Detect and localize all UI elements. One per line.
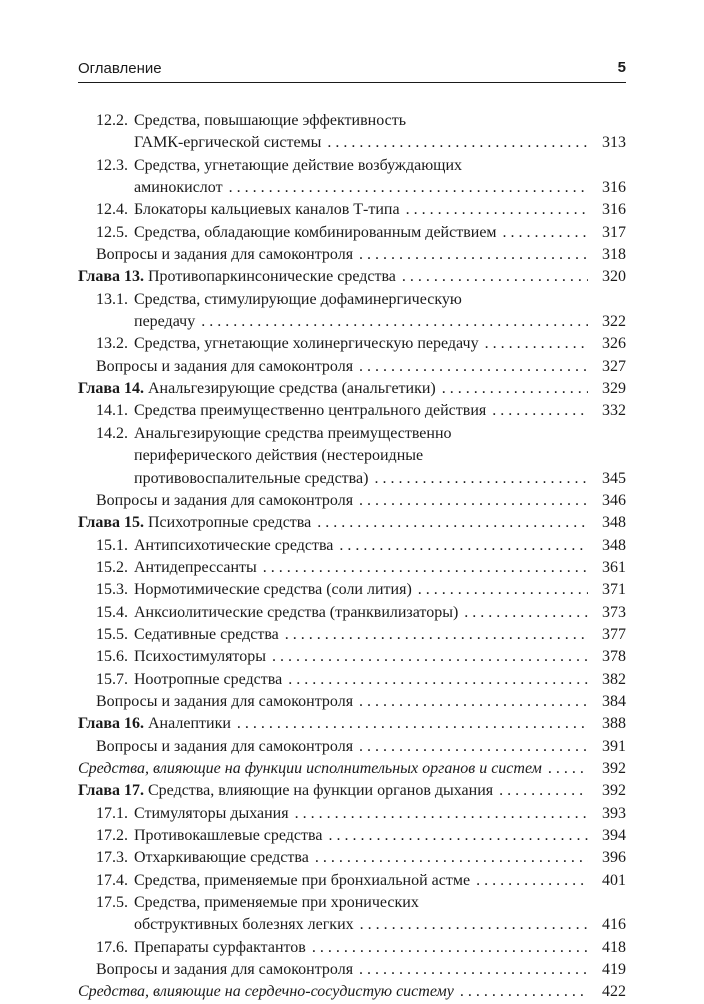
- entry-page: 318: [602, 246, 626, 264]
- entry-title: Глава 17. Средства, влияющие на функции органов дыхания: [78, 782, 494, 800]
- entry-page: 394: [602, 827, 626, 844]
- toc-entry: [78, 244, 626, 266]
- dot-leader: [312, 937, 588, 959]
- dot-leader: [418, 579, 588, 601]
- entry-title: Вопросы и задания для самоконтроля: [96, 737, 354, 755]
- toc-line: [78, 311, 626, 333]
- dot-leader: [263, 557, 588, 579]
- dot-leader: [499, 780, 588, 802]
- entry-page: 327: [602, 357, 626, 375]
- toc-line: [78, 110, 626, 132]
- entry-title: Средства, обладающие комбинированным действием: [134, 223, 497, 241]
- entry-page: 392: [602, 782, 626, 800]
- entry-page: 320: [602, 268, 626, 286]
- section-number: 15.5.: [96, 625, 128, 643]
- entry-page: 322: [602, 313, 626, 331]
- dot-leader: [295, 803, 588, 825]
- entry-title: обструктивных болезнях легких: [134, 916, 354, 934]
- entry-title: Психостимуляторы: [134, 648, 266, 666]
- entry-title: Антипсихотические средства: [134, 536, 334, 554]
- toc-line: [78, 825, 626, 847]
- dot-leader: [315, 847, 588, 869]
- toc-line: [78, 244, 626, 266]
- toc-line: [78, 490, 626, 512]
- toc-entry: [78, 981, 626, 1003]
- entry-title: передачу: [134, 313, 196, 331]
- dot-leader: [285, 624, 588, 646]
- section-number: 17.3.: [96, 849, 128, 867]
- dot-leader: [288, 669, 588, 691]
- dot-leader: [272, 646, 588, 668]
- toc-entry: [78, 222, 626, 244]
- toc-line: [78, 914, 626, 936]
- toc-line: [78, 602, 626, 624]
- toc-line: [78, 445, 626, 467]
- section-number: 15.2.: [96, 558, 128, 576]
- entry-title: Средства, угнетающие действие возбуждающих: [134, 156, 463, 174]
- entry-title: Вопросы и задания для самоконтроля: [96, 961, 354, 979]
- chapter-label: Глава 13.: [78, 268, 144, 286]
- running-header: [78, 56, 626, 83]
- section-number: 13.1.: [96, 290, 128, 308]
- entry-page: 388: [602, 715, 626, 733]
- section-number: 17.2.: [96, 827, 128, 844]
- toc-entry: [78, 579, 626, 601]
- toc-entry: [78, 646, 626, 668]
- dot-leader: [327, 132, 588, 154]
- entry-page: 393: [602, 804, 626, 822]
- entry-title: Глава 13. Противопаркинсонические средства: [78, 268, 396, 286]
- toc-line: [78, 423, 626, 445]
- toc-entry: [78, 624, 626, 646]
- entry-page: 391: [602, 737, 626, 755]
- toc-entry: [78, 847, 626, 869]
- entry-title: Анксиолитические средства (транквилизаторы): [134, 603, 459, 621]
- toc-entry: [78, 937, 626, 959]
- entry-title: противовоспалительные средства): [134, 469, 369, 487]
- entry-page: 348: [602, 536, 626, 554]
- toc-line: [78, 512, 626, 534]
- entry-title: Глава 15. Психотропные средства: [78, 514, 312, 532]
- toc-entry: [78, 736, 626, 758]
- entry-page: 332: [602, 402, 626, 420]
- toc-entry: [78, 669, 626, 691]
- entry-title: Вопросы и задания для самоконтроля: [96, 491, 354, 509]
- toc-entry: [78, 512, 626, 534]
- section-number: 14.1.: [96, 402, 128, 420]
- toc-entry: [78, 490, 626, 512]
- toc-line: [78, 222, 626, 244]
- toc-entry: [78, 803, 626, 825]
- dot-leader: [485, 333, 588, 355]
- section-number: 15.3.: [96, 581, 128, 599]
- entry-page: 345: [602, 469, 626, 487]
- entry-page: 329: [602, 380, 626, 398]
- toc-entry: [78, 356, 626, 378]
- dot-leader: [503, 222, 588, 244]
- toc-line: [78, 266, 626, 288]
- toc-entry: [78, 691, 626, 713]
- dot-leader: [229, 177, 588, 199]
- page-number: 5: [617, 59, 626, 76]
- entry-page: 378: [602, 648, 626, 666]
- entry-page: 416: [602, 916, 626, 934]
- entry-title: Средства преимущественно центрального действия: [134, 402, 487, 420]
- entry-title: Средства, влияющие на функции исполнительных органов и систем: [78, 759, 542, 777]
- toc-line: [78, 736, 626, 758]
- dot-leader: [359, 356, 588, 378]
- entry-page: 422: [602, 983, 626, 1001]
- entry-page: 382: [602, 670, 626, 688]
- section-number: 14.2.: [96, 424, 128, 442]
- entry-title: Вопросы и задания для самоконтроля: [96, 246, 354, 264]
- toc-line: [78, 870, 626, 892]
- toc-line: [78, 333, 626, 355]
- entry-title: Анальгезирующие средства преимущественно: [134, 424, 452, 442]
- dot-leader: [464, 602, 588, 624]
- chapter-label: Глава 15.: [78, 514, 144, 532]
- dot-leader: [402, 266, 588, 288]
- toc-line: [78, 468, 626, 490]
- toc-line: [78, 199, 626, 221]
- entry-page: 396: [602, 849, 626, 867]
- section-number: 15.6.: [96, 648, 128, 666]
- table-of-contents: [78, 110, 626, 1004]
- toc-entry: [78, 713, 626, 735]
- section-number: 13.2.: [96, 335, 128, 353]
- dot-leader: [359, 736, 588, 758]
- entry-title: Противокашлевые средства: [134, 827, 323, 844]
- toc-entry: [78, 557, 626, 579]
- section-number: 15.4.: [96, 603, 128, 621]
- dot-leader: [406, 199, 588, 221]
- toc-line: [78, 557, 626, 579]
- toc-line: [78, 579, 626, 601]
- toc-line: [78, 669, 626, 691]
- entry-page: 316: [602, 179, 626, 197]
- entry-page: 419: [602, 961, 626, 979]
- entry-page: 384: [602, 692, 626, 710]
- toc-entry: [78, 400, 626, 422]
- dot-leader: [442, 378, 588, 400]
- dot-leader: [237, 713, 588, 735]
- toc-line: [78, 155, 626, 177]
- section-number: 12.5.: [96, 223, 128, 241]
- dot-leader: [360, 914, 588, 936]
- entry-page: 373: [602, 603, 626, 621]
- toc-line: [78, 937, 626, 959]
- entry-page: 348: [602, 514, 626, 532]
- toc-line: [78, 356, 626, 378]
- dot-leader: [359, 490, 588, 512]
- toc-entry: [78, 333, 626, 355]
- entry-page: 371: [602, 581, 626, 599]
- toc-line: [78, 981, 626, 1003]
- section-number: 17.4.: [96, 871, 128, 889]
- section-number: 12.2.: [96, 112, 128, 129]
- entry-title: Препараты сурфактантов: [134, 938, 306, 956]
- toc-line: [78, 378, 626, 400]
- entry-title: Средства, применяемые при бронхиальной астме: [134, 871, 471, 889]
- entry-title: Ноотропные средства: [134, 670, 283, 688]
- dot-leader: [317, 512, 588, 534]
- section-number: 17.5.: [96, 894, 128, 912]
- toc-line: [78, 803, 626, 825]
- toc-entry: [78, 535, 626, 557]
- entry-title: Глава 14. Анальгезирующие средства (анальгетики): [78, 380, 436, 398]
- chapter-label: Глава 14.: [78, 380, 144, 398]
- toc-line: [78, 959, 626, 981]
- toc-entry: [78, 378, 626, 400]
- chapter-label: Глава 17.: [78, 782, 144, 800]
- entry-title: Глава 16. Аналептики: [78, 715, 231, 733]
- entry-page: 392: [602, 759, 626, 777]
- entry-title: ГАМК-ергической системы: [134, 134, 322, 152]
- header-title: Оглавление: [78, 60, 162, 77]
- entry-title: Блокаторы кальциевых каналов Т-типа: [134, 201, 400, 219]
- toc-line: [78, 646, 626, 668]
- section-number: 17.1.: [96, 804, 128, 822]
- entry-page: 346: [602, 491, 626, 509]
- entry-title: Вопросы и задания для самоконтроля: [96, 692, 354, 710]
- toc-entry: [78, 870, 626, 892]
- toc-line: [78, 780, 626, 802]
- entry-page: 377: [602, 625, 626, 643]
- toc-entry: [78, 423, 626, 490]
- dot-leader: [359, 244, 588, 266]
- entry-title: Средства, влияющие на сердечно-сосудистую систему: [78, 983, 454, 1001]
- entry-title: Стимуляторы дыхания: [134, 804, 289, 822]
- dot-leader: [476, 870, 588, 892]
- entry-page: 313: [602, 134, 626, 152]
- toc-line: [78, 713, 626, 735]
- dot-leader: [339, 535, 588, 557]
- toc-line: [78, 847, 626, 869]
- entry-title: периферического действия (нестероидные: [134, 447, 424, 465]
- chapter-label: Глава 16.: [78, 715, 144, 733]
- toc-entry: [78, 959, 626, 981]
- entry-page: 401: [602, 871, 626, 889]
- section-number: 15.1.: [96, 536, 128, 554]
- toc-entry: [78, 155, 626, 200]
- dot-leader: [328, 825, 588, 847]
- section-number: 15.7.: [96, 670, 128, 688]
- dot-leader: [460, 981, 588, 1003]
- toc-entry: [78, 602, 626, 624]
- entry-page: 326: [602, 335, 626, 353]
- toc-entry: [78, 825, 626, 847]
- toc-line: [78, 400, 626, 422]
- dot-leader: [374, 468, 588, 490]
- entry-title: Вопросы и задания для самоконтроля: [96, 357, 354, 375]
- dot-leader: [201, 311, 588, 333]
- dot-leader: [548, 758, 588, 780]
- toc-entry: [78, 110, 626, 155]
- toc-entry: [78, 780, 626, 802]
- entry-title: Средства, применяемые при хронических: [134, 894, 419, 912]
- section-number: 12.3.: [96, 156, 128, 174]
- toc-entry: [78, 266, 626, 288]
- toc-entry: [78, 758, 626, 780]
- entry-title: Седативные средства: [134, 625, 279, 643]
- dot-leader: [359, 959, 588, 981]
- entry-title: Средства, стимулирующие дофаминергическую: [134, 290, 462, 308]
- toc-line: [78, 132, 626, 154]
- toc-line: [78, 758, 626, 780]
- toc-line: [78, 289, 626, 311]
- entry-title: Средства, повышающие эффективность: [134, 112, 407, 129]
- entry-title: Антидепрессанты: [134, 558, 257, 576]
- entry-page: 361: [602, 558, 626, 576]
- entry-title: Средства, угнетающие холинергическую передачу: [134, 335, 479, 353]
- section-number: 17.6.: [96, 938, 128, 956]
- toc-line: [78, 177, 626, 199]
- entry-page: 317: [602, 223, 626, 241]
- section-number: 12.4.: [96, 201, 128, 219]
- toc-entry: [78, 892, 626, 937]
- entry-page: 316: [602, 201, 626, 219]
- entry-title: Отхаркивающие средства: [134, 849, 309, 867]
- toc-line: [78, 691, 626, 713]
- toc-line: [78, 624, 626, 646]
- toc-line: [78, 535, 626, 557]
- toc-line: [78, 892, 626, 914]
- dot-leader: [359, 691, 588, 713]
- toc-entry: [78, 199, 626, 221]
- entry-page: 418: [602, 938, 626, 956]
- toc-entry: [78, 289, 626, 334]
- entry-title: Нормотимические средства (соли лития): [134, 581, 412, 599]
- dot-leader: [492, 400, 588, 422]
- entry-title: аминокислот: [134, 179, 223, 197]
